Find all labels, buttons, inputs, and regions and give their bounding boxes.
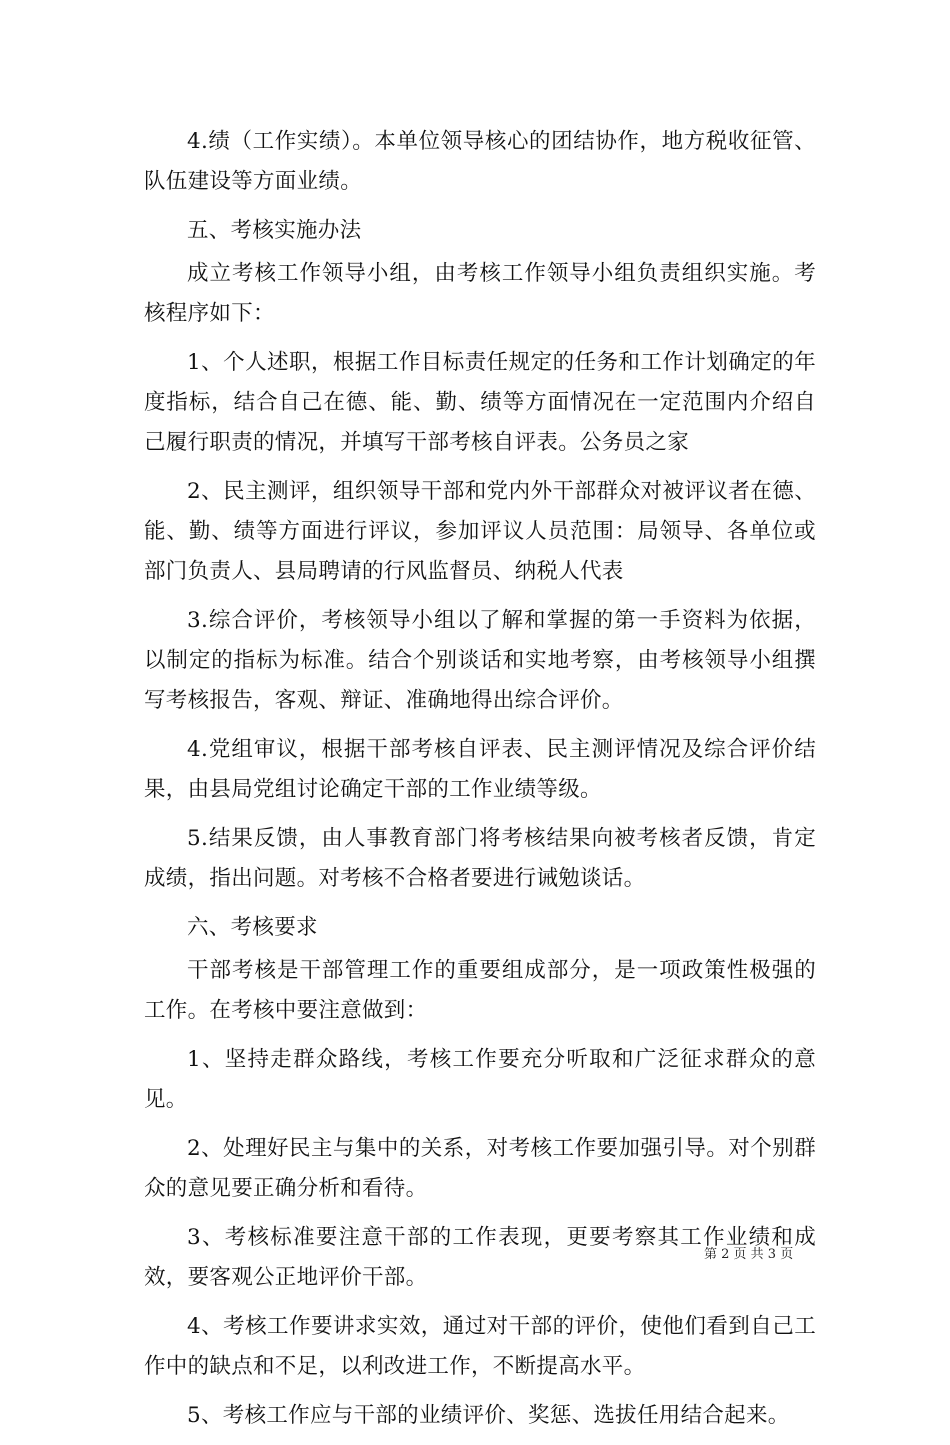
paragraph-result-feedback: 5.结果反馈，由人事教育部门将考核结果向被考核者反馈，肯定成绩，指出问题。对考核不合格者要进行诫勉谈话。 — [144, 826, 816, 891]
paragraph-performance: 4.绩（工作实绩）。本单位领导核心的团结协作，地方税收征管、队伍建设等方面业绩。 — [144, 129, 816, 194]
paragraph-comprehensive-evaluation: 3.综合评价，考核领导小组以了解和掌握的第一手资料为依据，以制定的指标为标准。结合个别谈话和实地考察，由考核领导小组撰写考核报告，客观、辩证、准确地得出综合评价。 — [144, 608, 816, 713]
paragraph-leading-group: 成立考核工作领导小组，由考核工作领导小组负责组织实施。考核程序如下： — [144, 261, 816, 326]
paragraph-requirement-2: 2、处理好民主与集中的关系，对考核工作要加强引导。对个别群众的意见要正确分析和看待。 — [144, 1136, 816, 1201]
paragraph-party-review: 4.党组审议，根据干部考核自评表、民主测评情况及综合评价结果，由县局党组讨论确定干部的工作业绩等级。 — [144, 737, 816, 802]
page-number-footer: 第 2 页 共 3 页 — [704, 1247, 794, 1262]
paragraph-personal-report: 1、个人述职，根据工作目标责任规定的任务和工作计划确定的年度指标，结合自己在德、能、勤、绩等方面情况在一定范围内介绍自己履行职责的情况，并填写干部考核自评表。公务员之家 — [144, 350, 816, 455]
section-heading-implementation: 五、考核实施办法 — [187, 218, 362, 243]
paragraph-requirement-5: 5、考核工作应与干部的业绩评价、奖惩、选拔任用结合起来。 — [187, 1403, 790, 1428]
paragraph-requirement-4: 4、考核工作要讲求实效，通过对干部的评价，使他们看到自己工作中的缺点和不足，以利改进工作，不断提高水平。 — [144, 1314, 816, 1379]
section-heading-requirements: 六、考核要求 — [187, 915, 318, 940]
paragraph-requirement-3: 3、考核标准要注意干部的工作表现，更要考察其工作业绩和成效，要客观公正地评价干部。 — [144, 1225, 816, 1290]
paragraph-requirements-intro: 干部考核是干部管理工作的重要组成部分，是一项政策性极强的工作。在考核中要注意做到： — [144, 958, 816, 1023]
paragraph-democratic-evaluation: 2、民主测评，组织领导干部和党内外干部群众对被评议者在德、能、勤、绩等方面进行评议，参加评议人员范围：局领导、各单位或部门负责人、县局聘请的行风监督员、纳税人代表 — [144, 479, 816, 584]
paragraph-requirement-1: 1、坚持走群众路线，考核工作要充分听取和广泛征求群众的意见。 — [144, 1047, 816, 1112]
